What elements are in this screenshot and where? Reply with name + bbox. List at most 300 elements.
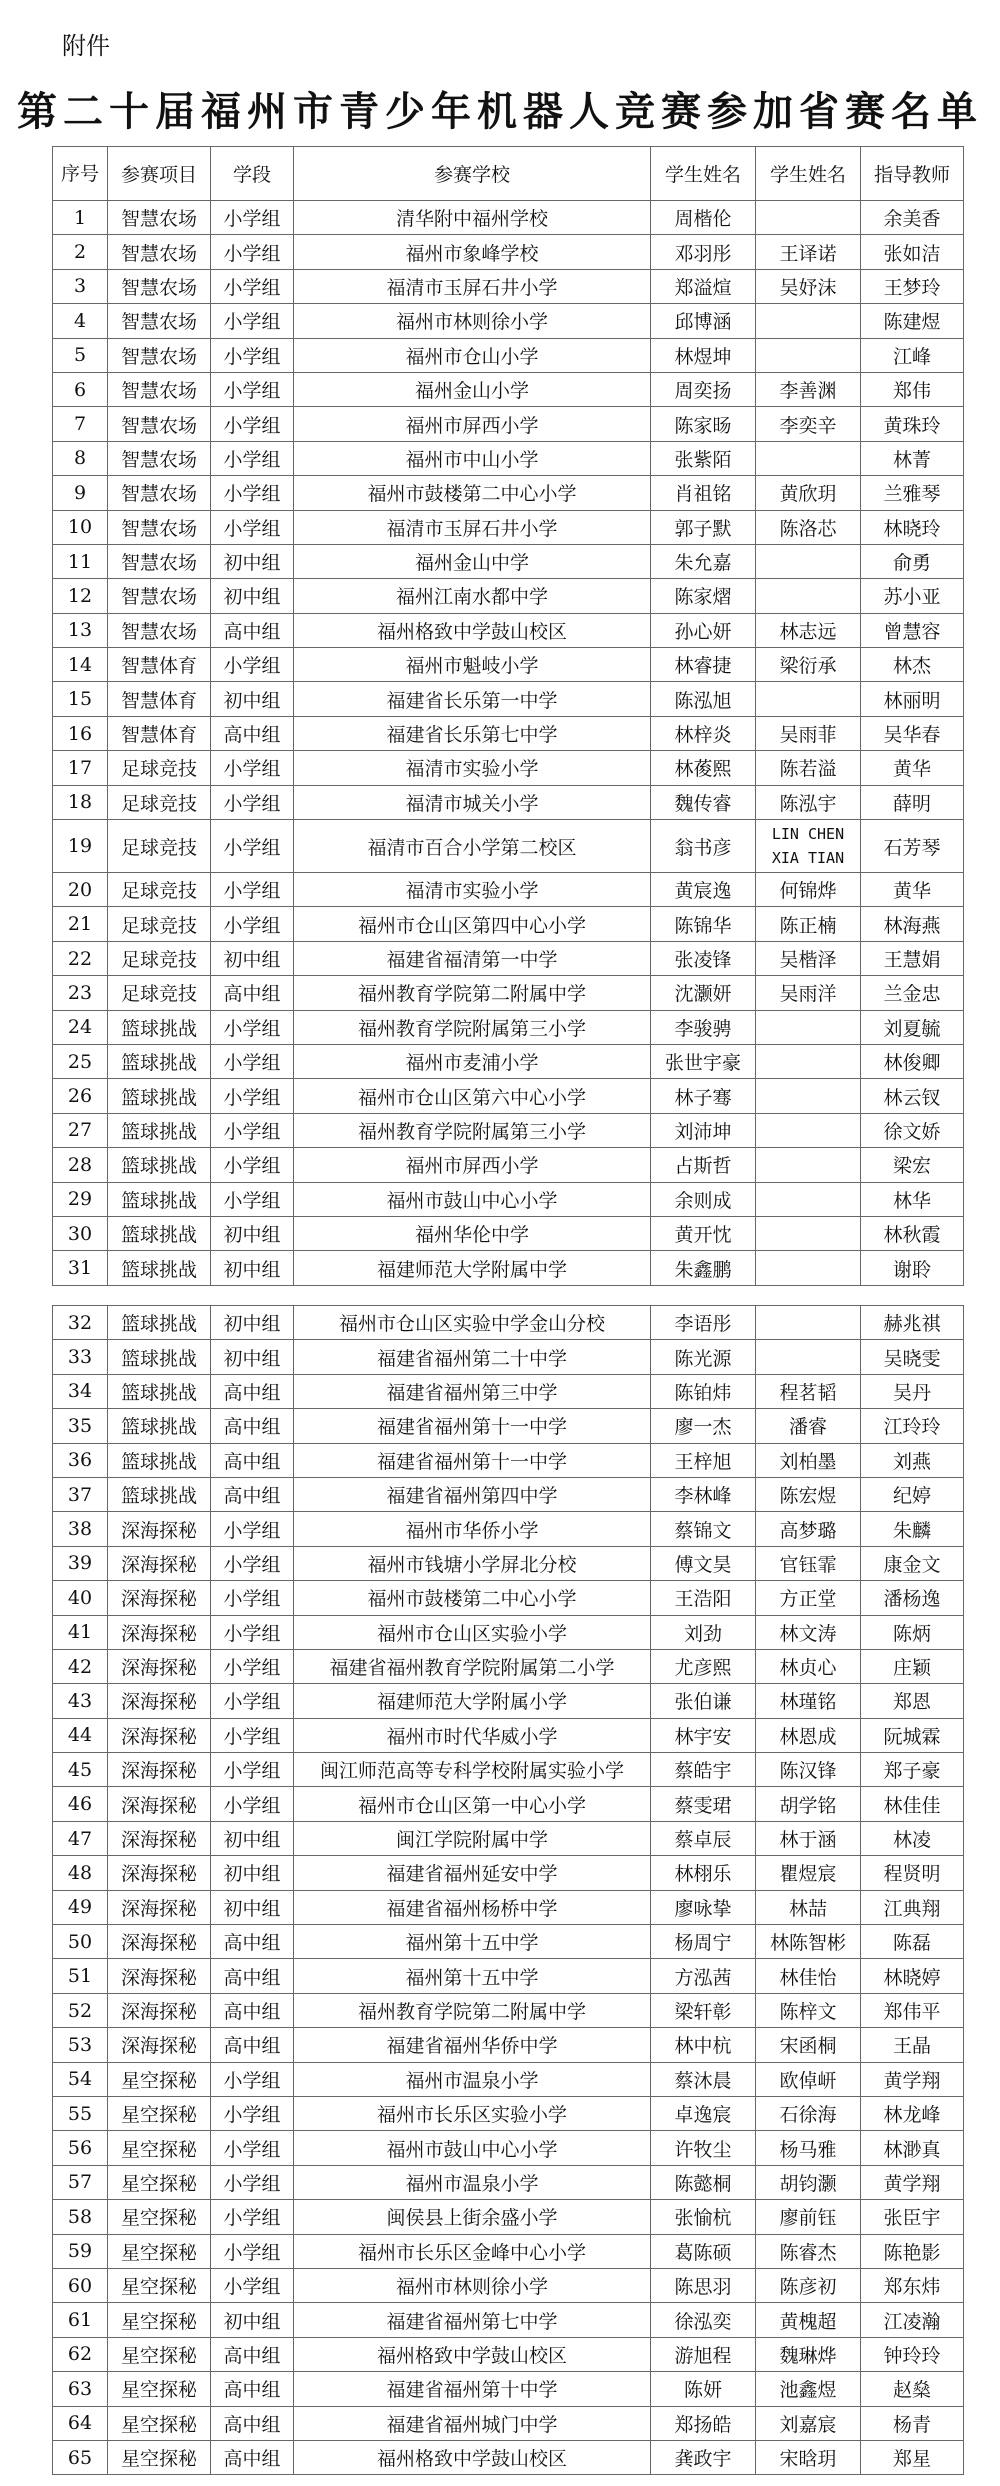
cell-student-2 <box>756 1251 861 1285</box>
cell-student-2 <box>756 1182 861 1216</box>
cell-school: 福州市屏西小学 <box>294 407 651 441</box>
cell-teacher: 王晶 <box>861 2028 964 2062</box>
cell-level: 小学组 <box>211 1079 294 1113</box>
table-row <box>53 873 964 907</box>
table-row <box>53 1010 964 1044</box>
table-row <box>53 1477 964 1511</box>
table-row <box>53 2200 964 2234</box>
cell-school: 福清市实验小学 <box>294 751 651 785</box>
cell-student-1: 尤彦熙 <box>651 1649 756 1683</box>
cell-student-2 <box>756 1010 861 1044</box>
cell-student-1: 陈铂炜 <box>651 1374 756 1408</box>
cell-teacher: 林佳佳 <box>861 1787 964 1821</box>
cell-student-1: 徐泓奕 <box>651 2303 756 2337</box>
cell-level: 高中组 <box>211 976 294 1010</box>
cell-seq: 41 <box>53 1615 108 1649</box>
cell-level: 小学组 <box>211 1581 294 1615</box>
cell-seq: 38 <box>53 1512 108 1546</box>
cell-teacher: 林晓婷 <box>861 1959 964 1993</box>
cell-event: 智慧农场 <box>108 613 211 647</box>
cell-student-2: 瞿煜宸 <box>756 1856 861 1890</box>
cell-teacher: 刘燕 <box>861 1443 964 1477</box>
cell-seq: 7 <box>53 407 108 441</box>
cell-seq: 26 <box>53 1079 108 1113</box>
cell-teacher: 曾慧容 <box>861 613 964 647</box>
cell-school: 福建省福清第一中学 <box>294 941 651 975</box>
cell-level: 初中组 <box>211 1856 294 1890</box>
cell-student-2: 胡钧灏 <box>756 2165 861 2199</box>
cell-teacher: 江峰 <box>861 338 964 372</box>
cell-school: 福清市百合小学第二校区 <box>294 820 651 873</box>
cell-student-2: 陈汉锋 <box>756 1753 861 1787</box>
table-row <box>53 1890 964 1924</box>
cell-event: 篮球挑战 <box>108 1182 211 1216</box>
cell-level: 小学组 <box>211 1010 294 1044</box>
table-row <box>53 751 964 785</box>
table-row <box>53 2131 964 2165</box>
cell-school: 福州市林则徐小学 <box>294 304 651 338</box>
cell-student-2: LIN CHEN XIA TIAN <box>756 820 861 873</box>
cell-school: 福州市仓山区实验小学 <box>294 1615 651 1649</box>
cell-school: 福建省福州第二十中学 <box>294 1340 651 1374</box>
cell-event: 智慧农场 <box>108 201 211 235</box>
table-row <box>53 907 964 941</box>
cell-school: 福建省福州第十中学 <box>294 2372 651 2406</box>
cell-event: 星空探秘 <box>108 2131 211 2165</box>
cell-student-2: 吴雨洋 <box>756 976 861 1010</box>
cell-student-1: 邓羽彤 <box>651 235 756 269</box>
cell-student-1: 游旭程 <box>651 2337 756 2371</box>
cell-teacher: 徐文娇 <box>861 1113 964 1147</box>
cell-level: 初中组 <box>211 1216 294 1250</box>
cell-student-1: 郑扬皓 <box>651 2406 756 2440</box>
cell-level: 初中组 <box>211 1890 294 1924</box>
cell-event: 深海探秘 <box>108 2028 211 2062</box>
cell-school: 闽侯县上街余盛小学 <box>294 2200 651 2234</box>
cell-student-2: 梁衍承 <box>756 648 861 682</box>
cell-seq: 10 <box>53 510 108 544</box>
table-row <box>53 2234 964 2268</box>
cell-teacher: 林龙峰 <box>861 2096 964 2130</box>
cell-school: 福建省长乐第七中学 <box>294 716 651 750</box>
cell-school: 福州市仓山区实验中学金山分校 <box>294 1306 651 1340</box>
cell-level: 小学组 <box>211 269 294 303</box>
cell-school: 福建省福州第十一中学 <box>294 1443 651 1477</box>
cell-student-2: 陈宏煜 <box>756 1477 861 1511</box>
cell-student-1: 郑溢煊 <box>651 269 756 303</box>
cell-student-1: 邱博涵 <box>651 304 756 338</box>
cell-school: 福州教育学院附属第三小学 <box>294 1010 651 1044</box>
cell-level: 高中组 <box>211 1925 294 1959</box>
cell-student-2 <box>756 201 861 235</box>
cell-school: 福州教育学院第二附属中学 <box>294 1993 651 2027</box>
cell-student-2: 林佳怡 <box>756 1959 861 1993</box>
cell-student-1: 陈思羽 <box>651 2268 756 2302</box>
cell-event: 智慧农场 <box>108 338 211 372</box>
cell-student-2: 潘睿 <box>756 1409 861 1443</box>
cell-school: 福建省福州杨桥中学 <box>294 1890 651 1924</box>
cell-student-2: 廖前钰 <box>756 2200 861 2234</box>
table-row <box>53 2096 964 2130</box>
cell-seq: 3 <box>53 269 108 303</box>
cell-teacher: 石芳琴 <box>861 820 964 873</box>
table-row <box>53 1443 964 1477</box>
cell-event: 篮球挑战 <box>108 1374 211 1408</box>
cell-event: 篮球挑战 <box>108 1216 211 1250</box>
cell-student-1: 蔡沐晨 <box>651 2062 756 2096</box>
cell-student-1: 张世宇豪 <box>651 1044 756 1078</box>
cell-student-1: 龚政宇 <box>651 2440 756 2474</box>
cell-teacher: 阮城霖 <box>861 1718 964 1752</box>
cell-school: 福州市林则徐小学 <box>294 2268 651 2302</box>
table-row <box>53 682 964 716</box>
cell-school: 福州市仓山小学 <box>294 338 651 372</box>
cell-event: 篮球挑战 <box>108 1306 211 1340</box>
cell-seq: 30 <box>53 1216 108 1250</box>
cell-event: 智慧农场 <box>108 441 211 475</box>
header-seq: 序号 <box>53 147 108 201</box>
cell-student-2: 池鑫煜 <box>756 2372 861 2406</box>
cell-seq: 63 <box>53 2372 108 2406</box>
cell-seq: 54 <box>53 2062 108 2096</box>
cell-seq: 11 <box>53 544 108 578</box>
cell-seq: 42 <box>53 1649 108 1683</box>
cell-school: 福州市鼓楼第二中心小学 <box>294 1581 651 1615</box>
cell-seq: 51 <box>53 1959 108 1993</box>
table-row <box>53 613 964 647</box>
cell-student-2: 胡学铭 <box>756 1787 861 1821</box>
cell-event: 星空探秘 <box>108 2200 211 2234</box>
cell-seq: 24 <box>53 1010 108 1044</box>
table-row <box>53 2406 964 2440</box>
cell-seq: 25 <box>53 1044 108 1078</box>
cell-event: 深海探秘 <box>108 1581 211 1615</box>
cell-level: 小学组 <box>211 1546 294 1580</box>
table-row <box>53 1113 964 1147</box>
cell-level: 小学组 <box>211 2165 294 2199</box>
cell-student-1: 林睿捷 <box>651 648 756 682</box>
cell-level: 高中组 <box>211 716 294 750</box>
cell-student-1: 杨周宁 <box>651 1925 756 1959</box>
cell-student-1: 陈妍 <box>651 2372 756 2406</box>
cell-student-1: 王浩阳 <box>651 1581 756 1615</box>
cell-student-1: 蔡锦文 <box>651 1512 756 1546</box>
cell-school: 福州市魁岐小学 <box>294 648 651 682</box>
cell-teacher: 刘夏毓 <box>861 1010 964 1044</box>
cell-student-2: 吴妤沫 <box>756 269 861 303</box>
table-row <box>53 648 964 682</box>
cell-level: 高中组 <box>211 2337 294 2371</box>
cell-level: 小学组 <box>211 1753 294 1787</box>
cell-school: 福州市仓山区第六中心小学 <box>294 1079 651 1113</box>
cell-school: 福州江南水都中学 <box>294 579 651 613</box>
cell-event: 星空探秘 <box>108 2303 211 2337</box>
cell-school: 福建省福州教育学院附属第二小学 <box>294 1649 651 1683</box>
cell-seq: 65 <box>53 2440 108 2474</box>
page-title: 第二十届福州市青少年机器人竞赛参加省赛名单 <box>17 88 983 135</box>
cell-event: 星空探秘 <box>108 2062 211 2096</box>
table-row <box>53 1044 964 1078</box>
cell-level: 小学组 <box>211 201 294 235</box>
cell-student-1: 许牧尘 <box>651 2131 756 2165</box>
cell-student-2: 刘柏墨 <box>756 1443 861 1477</box>
cell-seq: 60 <box>53 2268 108 2302</box>
cell-student-1: 郭子默 <box>651 510 756 544</box>
cell-seq: 50 <box>53 1925 108 1959</box>
cell-level: 小学组 <box>211 751 294 785</box>
cell-seq: 34 <box>53 1374 108 1408</box>
table-row <box>53 201 964 235</box>
cell-teacher: 程贤明 <box>861 1856 964 1890</box>
cell-teacher: 黄华 <box>861 751 964 785</box>
cell-teacher: 黄学翔 <box>861 2062 964 2096</box>
cell-level: 初中组 <box>211 1340 294 1374</box>
table-row <box>53 785 964 819</box>
header-student-2: 学生姓名 <box>756 147 861 201</box>
table-row <box>53 338 964 372</box>
cell-seq: 56 <box>53 2131 108 2165</box>
cell-teacher: 谢聆 <box>861 1251 964 1285</box>
cell-event: 智慧农场 <box>108 407 211 441</box>
cell-school: 福建师范大学附属小学 <box>294 1684 651 1718</box>
cell-school: 福建省长乐第一中学 <box>294 682 651 716</box>
cell-seq: 39 <box>53 1546 108 1580</box>
cell-level: 小学组 <box>211 820 294 873</box>
cell-student-1: 翁书彦 <box>651 820 756 873</box>
cell-school: 福州格致中学鼓山校区 <box>294 2337 651 2371</box>
cell-student-2: 林文涛 <box>756 1615 861 1649</box>
cell-student-1: 林梓炎 <box>651 716 756 750</box>
table-row <box>53 1753 964 1787</box>
cell-event: 星空探秘 <box>108 2096 211 2130</box>
header-student-1: 学生姓名 <box>651 147 756 201</box>
cell-student-1: 林葰熙 <box>651 751 756 785</box>
table-row <box>53 1959 964 1993</box>
cell-teacher: 黄学翔 <box>861 2165 964 2199</box>
cell-teacher: 赫兆祺 <box>861 1306 964 1340</box>
cell-seq: 8 <box>53 441 108 475</box>
cell-seq: 64 <box>53 2406 108 2440</box>
cell-student-2: 林陈智彬 <box>756 1925 861 1959</box>
cell-student-1: 廖咏挚 <box>651 1890 756 1924</box>
cell-student-2 <box>756 441 861 475</box>
cell-event: 篮球挑战 <box>108 1010 211 1044</box>
cell-level: 小学组 <box>211 304 294 338</box>
cell-teacher: 梁宏 <box>861 1148 964 1182</box>
cell-student-2 <box>756 338 861 372</box>
cell-seq: 45 <box>53 1753 108 1787</box>
cell-level: 小学组 <box>211 2131 294 2165</box>
roster-table-part-2 <box>52 1305 964 2475</box>
cell-event: 深海探秘 <box>108 1546 211 1580</box>
cell-seq: 22 <box>53 941 108 975</box>
cell-school: 福清市城关小学 <box>294 785 651 819</box>
cell-student-1: 张愉杭 <box>651 2200 756 2234</box>
cell-seq: 15 <box>53 682 108 716</box>
cell-teacher: 薛明 <box>861 785 964 819</box>
cell-teacher: 林秋霞 <box>861 1216 964 1250</box>
cell-seq: 52 <box>53 1993 108 2027</box>
cell-student-1: 王梓旭 <box>651 1443 756 1477</box>
table-row <box>53 1546 964 1580</box>
cell-level: 小学组 <box>211 1512 294 1546</box>
cell-seq: 5 <box>53 338 108 372</box>
cell-school: 福州格致中学鼓山校区 <box>294 613 651 647</box>
cell-seq: 17 <box>53 751 108 785</box>
cell-student-1: 魏传睿 <box>651 785 756 819</box>
table-row <box>53 441 964 475</box>
table-row <box>53 2028 964 2062</box>
cell-level: 初中组 <box>211 2303 294 2337</box>
cell-student-1: 孙心妍 <box>651 613 756 647</box>
cell-teacher: 王慧娟 <box>861 941 964 975</box>
cell-school: 福州市钱塘小学屏北分校 <box>294 1546 651 1580</box>
table-row <box>53 544 964 578</box>
table-row <box>53 1340 964 1374</box>
cell-teacher: 王梦玲 <box>861 269 964 303</box>
cell-event: 智慧农场 <box>108 476 211 510</box>
cell-student-2: 黄槐超 <box>756 2303 861 2337</box>
table-row <box>53 1856 964 1890</box>
table-row <box>53 2268 964 2302</box>
table-row <box>53 1925 964 1959</box>
table-row <box>53 1993 964 2027</box>
table-row <box>53 716 964 750</box>
cell-student-2: 陈彦初 <box>756 2268 861 2302</box>
cell-event: 足球竞技 <box>108 873 211 907</box>
cell-event: 星空探秘 <box>108 2234 211 2268</box>
cell-teacher: 郑星 <box>861 2440 964 2474</box>
cell-seq: 40 <box>53 1581 108 1615</box>
cell-teacher: 林丽明 <box>861 682 964 716</box>
cell-event: 星空探秘 <box>108 2268 211 2302</box>
cell-teacher: 朱麟 <box>861 1512 964 1546</box>
table-row <box>53 2337 964 2371</box>
cell-student-2: 魏琳烨 <box>756 2337 861 2371</box>
cell-seq: 46 <box>53 1787 108 1821</box>
cell-seq: 1 <box>53 201 108 235</box>
cell-teacher: 陈建煜 <box>861 304 964 338</box>
cell-level: 初中组 <box>211 682 294 716</box>
cell-school: 福建省福州华侨中学 <box>294 2028 651 2062</box>
cell-seq: 43 <box>53 1684 108 1718</box>
cell-student-2: 吴雨菲 <box>756 716 861 750</box>
cell-seq: 9 <box>53 476 108 510</box>
cell-student-1: 李骏骋 <box>651 1010 756 1044</box>
cell-seq: 14 <box>53 648 108 682</box>
cell-teacher: 赵燊 <box>861 2372 964 2406</box>
cell-event: 深海探秘 <box>108 1821 211 1855</box>
table-row <box>53 476 964 510</box>
cell-student-2: 陈梓文 <box>756 1993 861 2027</box>
cell-event: 篮球挑战 <box>108 1148 211 1182</box>
cell-level: 高中组 <box>211 1959 294 1993</box>
cell-event: 深海探秘 <box>108 1925 211 1959</box>
cell-teacher: 郑恩 <box>861 1684 964 1718</box>
cell-student-1: 蔡卓辰 <box>651 1821 756 1855</box>
table-row <box>53 1374 964 1408</box>
cell-level: 初中组 <box>211 579 294 613</box>
cell-level: 高中组 <box>211 2372 294 2406</box>
cell-level: 小学组 <box>211 1684 294 1718</box>
cell-student-2 <box>756 579 861 613</box>
cell-school: 福清市实验小学 <box>294 873 651 907</box>
cell-seq: 62 <box>53 2337 108 2371</box>
cell-student-2: 官钰霏 <box>756 1546 861 1580</box>
cell-teacher: 江典翔 <box>861 1890 964 1924</box>
cell-event: 深海探秘 <box>108 1787 211 1821</box>
cell-student-1: 周楷伦 <box>651 201 756 235</box>
cell-student-2: 陈若溢 <box>756 751 861 785</box>
cell-event: 篮球挑战 <box>108 1477 211 1511</box>
cell-student-1: 梁轩彰 <box>651 1993 756 2027</box>
cell-school: 福州市长乐区金峰中心小学 <box>294 2234 651 2268</box>
cell-teacher: 黄珠玲 <box>861 407 964 441</box>
cell-teacher: 黄华 <box>861 873 964 907</box>
cell-student-1: 张凌锋 <box>651 941 756 975</box>
cell-teacher: 张如洁 <box>861 235 964 269</box>
cell-school: 福建省福州第四中学 <box>294 1477 651 1511</box>
cell-school: 福州市麦浦小学 <box>294 1044 651 1078</box>
table-row <box>53 1512 964 1546</box>
cell-event: 深海探秘 <box>108 1959 211 1993</box>
cell-level: 初中组 <box>211 1821 294 1855</box>
cell-student-2: 陈泓宇 <box>756 785 861 819</box>
cell-level: 初中组 <box>211 941 294 975</box>
cell-level: 小学组 <box>211 2096 294 2130</box>
cell-seq: 16 <box>53 716 108 750</box>
cell-school: 福州市温泉小学 <box>294 2062 651 2096</box>
cell-teacher: 苏小亚 <box>861 579 964 613</box>
table-row <box>53 2062 964 2096</box>
cell-student-1: 刘劲 <box>651 1615 756 1649</box>
cell-seq: 48 <box>53 1856 108 1890</box>
cell-level: 高中组 <box>211 1993 294 2027</box>
cell-event: 智慧体育 <box>108 716 211 750</box>
cell-level: 小学组 <box>211 907 294 941</box>
cell-event: 足球竞技 <box>108 976 211 1010</box>
cell-school: 福州教育学院第二附属中学 <box>294 976 651 1010</box>
cell-seq: 21 <box>53 907 108 941</box>
cell-seq: 53 <box>53 2028 108 2062</box>
table-row <box>53 2165 964 2199</box>
cell-school: 福清市玉屏石井小学 <box>294 269 651 303</box>
cell-seq: 2 <box>53 235 108 269</box>
cell-student-2: 李奕辛 <box>756 407 861 441</box>
cell-student-2: 宋晗玥 <box>756 2440 861 2474</box>
cell-seq: 35 <box>53 1409 108 1443</box>
cell-seq: 31 <box>53 1251 108 1285</box>
cell-event: 深海探秘 <box>108 1684 211 1718</box>
cell-level: 高中组 <box>211 1409 294 1443</box>
cell-school: 福州市华侨小学 <box>294 1512 651 1546</box>
cell-event: 深海探秘 <box>108 1993 211 2027</box>
cell-school: 福州华伦中学 <box>294 1216 651 1250</box>
cell-level: 小学组 <box>211 1182 294 1216</box>
cell-event: 智慧农场 <box>108 235 211 269</box>
cell-teacher: 林菁 <box>861 441 964 475</box>
cell-student-1: 朱允嘉 <box>651 544 756 578</box>
cell-event: 星空探秘 <box>108 2165 211 2199</box>
cell-event: 篮球挑战 <box>108 1251 211 1285</box>
cell-student-1: 占斯哲 <box>651 1148 756 1182</box>
cell-school: 福州市中山小学 <box>294 441 651 475</box>
cell-student-1: 卓逸宸 <box>651 2096 756 2130</box>
cell-seq: 58 <box>53 2200 108 2234</box>
cell-seq: 29 <box>53 1182 108 1216</box>
cell-level: 小学组 <box>211 1615 294 1649</box>
cell-school: 福建省福州延安中学 <box>294 1856 651 1890</box>
